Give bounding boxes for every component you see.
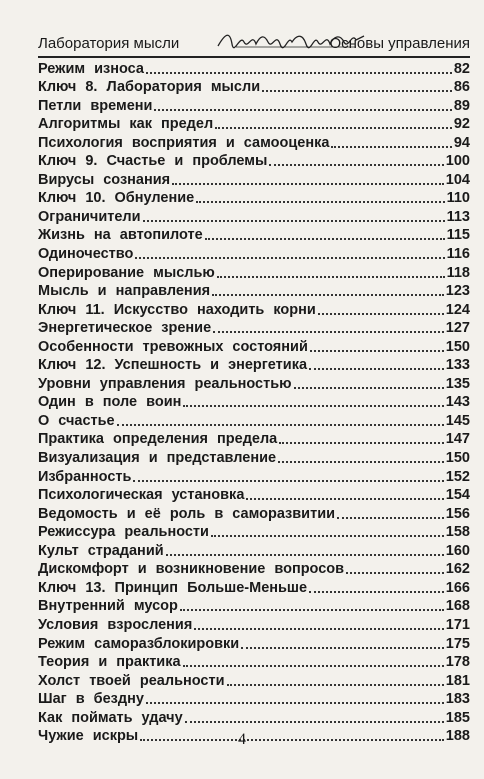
toc-entry — [38, 300, 470, 319]
toc-entry-page: 150 — [445, 338, 470, 355]
toc-entry — [38, 59, 470, 78]
dot-leader — [215, 126, 452, 129]
toc-entry — [38, 671, 470, 690]
dot-leader — [217, 275, 445, 278]
toc-entry-title: Режим саморазблокировки — [38, 635, 240, 652]
dot-leader — [172, 182, 444, 185]
dot-leader — [318, 312, 444, 315]
toc-entry-page: 166 — [445, 579, 470, 596]
toc-entry — [38, 207, 470, 226]
toc-entry-title: Ключ 13. Принцип Больше-Меньше — [38, 579, 308, 596]
toc-entry — [38, 356, 470, 375]
toc-entry — [38, 226, 470, 245]
toc-entry-page: 150 — [445, 450, 470, 467]
toc-entry-title: Мысль и направления — [38, 283, 211, 300]
toc-entry — [38, 690, 470, 709]
header-book-title: Лаборатория мысли — [38, 35, 180, 52]
dot-leader — [269, 163, 443, 166]
toc-entry — [38, 578, 470, 597]
toc-entry — [38, 319, 470, 338]
toc-entry — [38, 448, 470, 467]
toc-entry-page: 145 — [445, 412, 470, 429]
toc-entry-title: Режиссура реальности — [38, 524, 209, 541]
dot-leader — [227, 683, 444, 686]
toc-entry — [38, 133, 470, 152]
toc-entry-page: 135 — [445, 375, 470, 392]
toc-entry-title: Дискомфорт и возникновение вопросов — [38, 561, 345, 578]
dot-leader — [166, 553, 444, 556]
toc-entry-title: Ключ 12. Успешность и энергетика — [38, 357, 308, 374]
toc-entry-page: 185 — [445, 709, 470, 726]
toc-entry — [38, 523, 470, 542]
toc-entry-title: Внутренний мусор — [38, 598, 178, 615]
toc-entry-page: 168 — [445, 598, 470, 615]
toc-entry — [38, 653, 470, 672]
toc-entry-title: Режим износа — [38, 60, 144, 77]
toc-entry-title: О счастье — [38, 412, 115, 429]
toc-entry-title: Чужие искры — [38, 728, 139, 745]
table-of-contents — [38, 59, 470, 745]
toc-entry — [38, 560, 470, 579]
toc-entry-title: Один в поле воин — [38, 394, 182, 411]
toc-entry-page: 113 — [446, 208, 470, 225]
toc-entry — [38, 411, 470, 430]
toc-entry — [38, 152, 470, 171]
toc-entry-page: 94 — [453, 134, 470, 151]
toc-entry-page: 181 — [445, 672, 470, 689]
toc-entry-title: Петли времени — [38, 97, 153, 114]
toc-entry-title: Уровни управления реальностью — [38, 375, 292, 392]
toc-entry — [38, 430, 470, 449]
toc-entry — [38, 96, 470, 115]
toc-entry-page: 100 — [445, 153, 470, 170]
toc-entry-title: Энергетическое зрение — [38, 320, 212, 337]
toc-entry — [38, 634, 470, 653]
toc-entry-page: 123 — [445, 283, 470, 300]
toc-entry-title: Ключ 9. Счастье и проблемы — [38, 153, 268, 170]
dot-leader — [211, 534, 444, 537]
dot-leader — [183, 404, 443, 407]
toc-entry-page: 104 — [445, 171, 470, 188]
dot-leader — [146, 701, 444, 704]
toc-entry — [38, 78, 470, 97]
dot-leader — [278, 460, 444, 463]
toc-entry-page: 175 — [445, 635, 470, 652]
toc-entry — [38, 244, 470, 263]
dot-leader — [279, 441, 444, 444]
dot-leader — [196, 200, 444, 203]
dot-leader — [331, 145, 451, 148]
toc-entry — [38, 504, 470, 523]
dot-leader — [117, 423, 444, 426]
toc-entry-title: Как поймать удачу — [38, 709, 183, 726]
toc-entry-title: Избранность — [38, 468, 132, 485]
dot-leader — [212, 293, 444, 296]
toc-entry — [38, 115, 470, 134]
toc-entry-page: 156 — [445, 505, 470, 522]
toc-entry-page: 183 — [445, 691, 470, 708]
toc-entry-title: Визуализация и представление — [38, 450, 277, 467]
toc-entry-page: 143 — [445, 394, 470, 411]
toc-entry — [38, 486, 470, 505]
toc-entry — [38, 541, 470, 560]
toc-entry — [38, 597, 470, 616]
toc-entry-title: Жизнь на автопилоте — [38, 227, 203, 244]
toc-entry-page: 124 — [445, 301, 470, 318]
toc-entry-page: 86 — [453, 79, 470, 96]
toc-entry-page: 171 — [445, 616, 470, 633]
toc-entry-page: 147 — [445, 431, 470, 448]
toc-entry-page: 110 — [446, 190, 470, 207]
running-header — [38, 30, 470, 58]
toc-entry-page: 116 — [446, 246, 470, 263]
dot-leader — [135, 256, 444, 259]
toc-entry-title: Культ страданий — [38, 542, 164, 559]
toc-entry-page: 82 — [453, 60, 470, 77]
dot-leader — [185, 720, 444, 723]
toc-entry-title: Ключ 10. Обнуление — [38, 190, 195, 207]
toc-entry — [38, 708, 470, 727]
toc-entry — [38, 393, 470, 412]
toc-entry-page: 133 — [445, 357, 470, 374]
toc-entry-title: Ключ 11. Искусство находить корни — [38, 301, 316, 318]
dot-leader — [346, 571, 444, 574]
dot-leader — [241, 646, 444, 649]
toc-entry — [38, 374, 470, 393]
toc-entry-title: Оперирование мыслью — [38, 264, 215, 281]
toc-entry — [38, 467, 470, 486]
toc-entry-page: 127 — [445, 320, 470, 337]
dot-leader — [309, 367, 444, 370]
toc-entry-title: Условия взросления — [38, 616, 193, 633]
toc-entry-page: 118 — [446, 264, 470, 281]
toc-entry-title: Ключ 8. Лаборатория мысли — [38, 79, 261, 96]
toc-entry-title: Алгоритмы как предел — [38, 116, 214, 133]
dot-leader — [294, 386, 444, 389]
toc-entry-page: 115 — [446, 227, 470, 244]
dot-leader — [205, 237, 445, 240]
dot-leader — [180, 608, 444, 611]
toc-entry — [38, 170, 470, 189]
dot-leader — [146, 71, 452, 74]
toc-entry-title: Одиночество — [38, 246, 134, 263]
dot-leader — [183, 664, 444, 667]
toc-entry-page: 92 — [453, 116, 470, 133]
toc-entry-title: Ограничители — [38, 208, 141, 225]
toc-entry-page: 162 — [445, 561, 470, 578]
dot-leader — [143, 219, 445, 222]
toc-entry-page: 188 — [445, 728, 470, 745]
toc-entry-title: Психологическая установка — [38, 487, 245, 504]
toc-entry-title: Психология восприятия и самооценка — [38, 134, 330, 151]
dot-leader — [194, 627, 444, 630]
dot-leader — [310, 349, 444, 352]
toc-entry-title: Шаг в бездну — [38, 691, 144, 708]
toc-entry — [38, 337, 470, 356]
toc-entry — [38, 282, 470, 301]
toc-entry-page: 154 — [445, 487, 470, 504]
toc-entry-title: Холст твоей реальности — [38, 672, 225, 689]
toc-entry-title: Ведомость и её роль в саморазвитии — [38, 505, 336, 522]
toc-entry-page: 160 — [445, 542, 470, 559]
toc-entry-title: Практика определения предела — [38, 431, 278, 448]
toc-entry — [38, 615, 470, 634]
dot-leader — [337, 516, 444, 519]
header-section-title: Основы управления — [329, 35, 470, 52]
dot-leader — [246, 497, 443, 500]
toc-entry-title: Особенности тревожных состояний — [38, 338, 308, 355]
toc-entry-page: 89 — [453, 97, 470, 114]
toc-entry-title: Вирусы сознания — [38, 171, 171, 188]
toc-entry-page: 178 — [445, 654, 470, 671]
toc-entry-title: Теория и практика — [38, 654, 181, 671]
toc-entry-page: 152 — [445, 468, 470, 485]
page-number: 4 — [238, 731, 246, 748]
toc-entry — [38, 263, 470, 282]
dot-leader — [133, 479, 443, 482]
dot-leader — [213, 330, 444, 333]
toc-entry-page: 158 — [445, 524, 470, 541]
dot-leader — [309, 590, 444, 593]
dot-leader — [262, 89, 452, 92]
toc-entry — [38, 189, 470, 208]
dot-leader — [154, 108, 451, 111]
